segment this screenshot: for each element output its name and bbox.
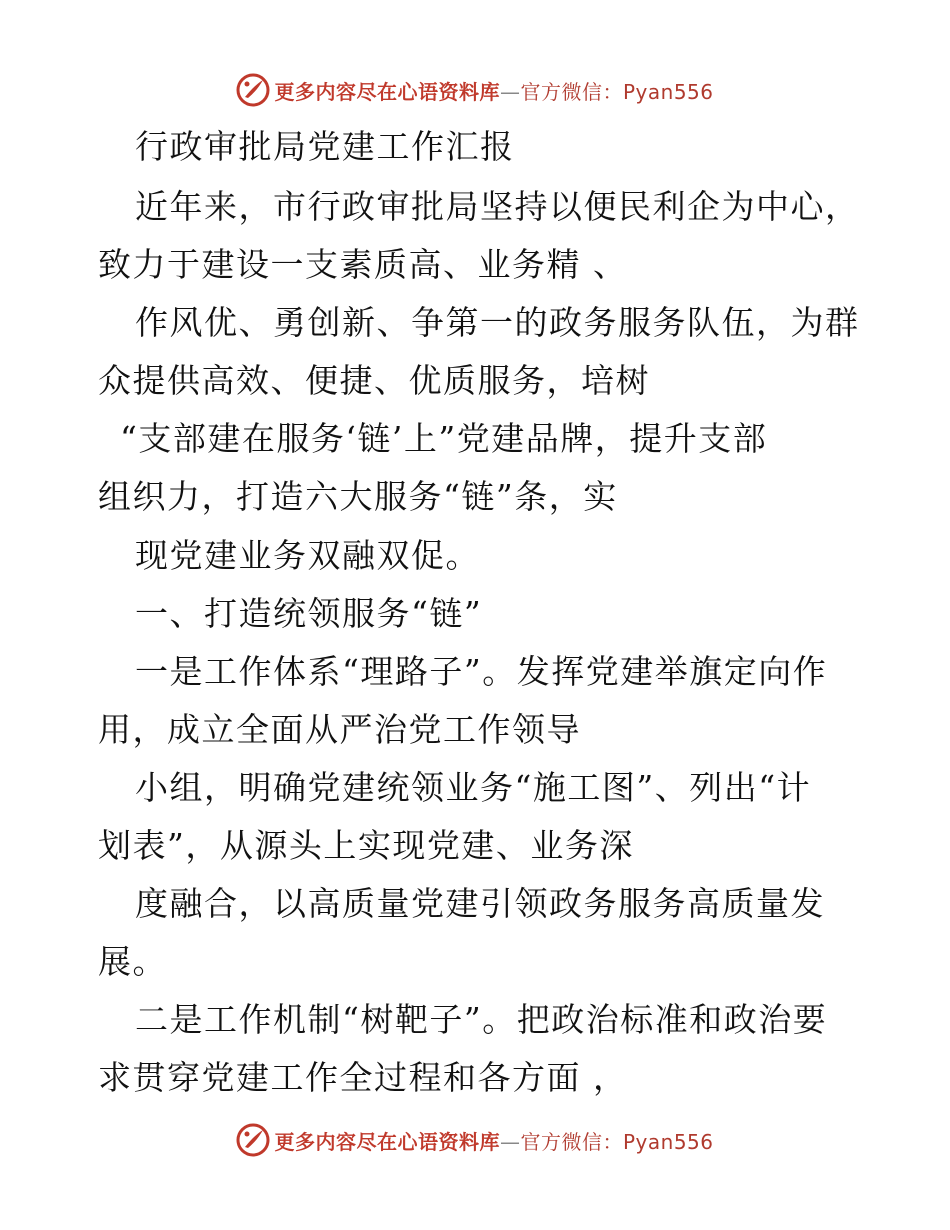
paragraph-line: 求贯穿党建工作全过程和各方面 ， <box>98 1058 628 1097</box>
watermark-separator: — <box>499 1129 521 1154</box>
watermark-banner-bottom <box>0 1120 950 1160</box>
document-title: 行政审批局党建工作汇报 <box>135 127 515 166</box>
watermark-main-text: 更多内容尽在心语资料库 <box>274 79 500 104</box>
section-heading: 一、打造统领服务“链” <box>135 594 483 633</box>
quill-logo-icon <box>236 1123 270 1157</box>
paragraph-line: 一是工作体系“理路子”。发挥党建举旗定向作 <box>135 652 828 691</box>
watermark-text <box>274 76 713 105</box>
watermark-wechat-label: 官方微信： <box>520 79 623 104</box>
paragraph-line: 作风优、勇创新、争第一的政务服务队伍，为群 <box>135 303 860 342</box>
paragraph-line: 近年来，市行政审批局坚持以便民利企为中心， <box>135 187 860 226</box>
watermark-banner-top <box>0 70 950 110</box>
paragraph-line: 现党建业务双融双促。 <box>135 536 480 575</box>
watermark-separator: — <box>499 79 521 104</box>
watermark-wechat-id: Pyan556 <box>622 79 714 104</box>
watermark-text <box>274 1126 713 1155</box>
paragraph-line: “支部建在服务‘链’上”党建品牌，提升支部 <box>120 419 768 458</box>
paragraph-line: 致力于建设一支素质高、业务精 、 <box>98 245 628 284</box>
watermark-wechat-label: 官方微信： <box>520 1129 623 1154</box>
quill-logo-icon <box>236 73 270 107</box>
paragraph-line: 度融合，以高质量党建引领政务服务高质量发 <box>135 884 825 923</box>
paragraph-line: 划表”，从源头上实现党建、业务深 <box>98 826 634 865</box>
paragraph-line: 众提供高效、便捷、优质服务，培树 <box>98 361 650 400</box>
paragraph-line: 组织力，打造六大服务“链”条，实 <box>98 477 618 516</box>
paragraph-line: 二是工作机制“树靶子”。把政治标准和政治要 <box>135 1000 828 1039</box>
watermark-wechat-id: Pyan556 <box>622 1129 714 1154</box>
paragraph-line: 展。 <box>98 942 167 981</box>
watermark-main-text: 更多内容尽在心语资料库 <box>274 1129 500 1154</box>
paragraph-line: 小组，明确党建统领业务“施工图”、列出“计 <box>135 768 812 807</box>
paragraph-line: 用，成立全面从严治党工作领导 <box>98 710 581 749</box>
